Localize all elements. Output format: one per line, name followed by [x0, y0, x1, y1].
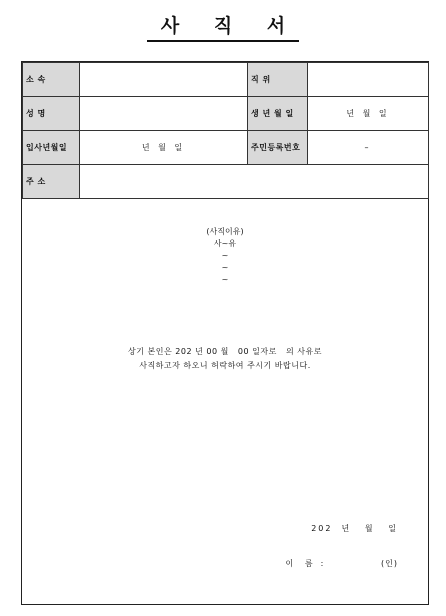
info-row-2	[23, 97, 429, 131]
statement-line-2: 사직하고자 하오니 허락하여 주시기 바랍니다.	[139, 361, 311, 370]
address-label: 주 소	[23, 165, 80, 199]
reason-line: 사~유	[213, 239, 237, 248]
reason-heading: (사직이유)	[206, 227, 244, 236]
birthdate-field[interactable]: 년 월 일	[308, 97, 429, 131]
reason-line: ~	[221, 263, 229, 272]
info-row-4	[23, 165, 429, 199]
position-field[interactable]	[308, 63, 429, 97]
document-title: 사 직 서	[147, 14, 299, 42]
resignation-form	[21, 61, 429, 605]
affiliation-label: 소 속	[23, 63, 80, 97]
submission-date: 202 년 월 일	[311, 524, 398, 533]
reason-section	[22, 226, 428, 286]
document-title-wrap	[0, 14, 446, 42]
name-field[interactable]	[80, 97, 248, 131]
hire-date-label: 입사년월일	[23, 131, 80, 165]
info-row-1	[23, 63, 429, 97]
info-row-3	[23, 131, 429, 165]
name-label: 성 명	[23, 97, 80, 131]
reason-line: ~	[221, 251, 229, 260]
signature-line: 이 름 : (인)	[285, 559, 398, 568]
resident-number-label: 주민등록번호	[248, 131, 308, 165]
hire-date-field[interactable]: 년 월 일	[80, 131, 248, 165]
affiliation-field[interactable]	[80, 63, 248, 97]
statement-line-1: 상기 본인은 202 년 00 월 00 일자로 의 사유로	[128, 347, 322, 356]
position-label: 직 위	[248, 63, 308, 97]
reason-line: ~	[221, 275, 229, 284]
info-table	[22, 62, 429, 199]
birthdate-label: 생 년 월 일	[248, 97, 308, 131]
address-field[interactable]	[80, 165, 429, 199]
resident-number-field[interactable]: –	[308, 131, 429, 165]
statement	[22, 345, 428, 373]
